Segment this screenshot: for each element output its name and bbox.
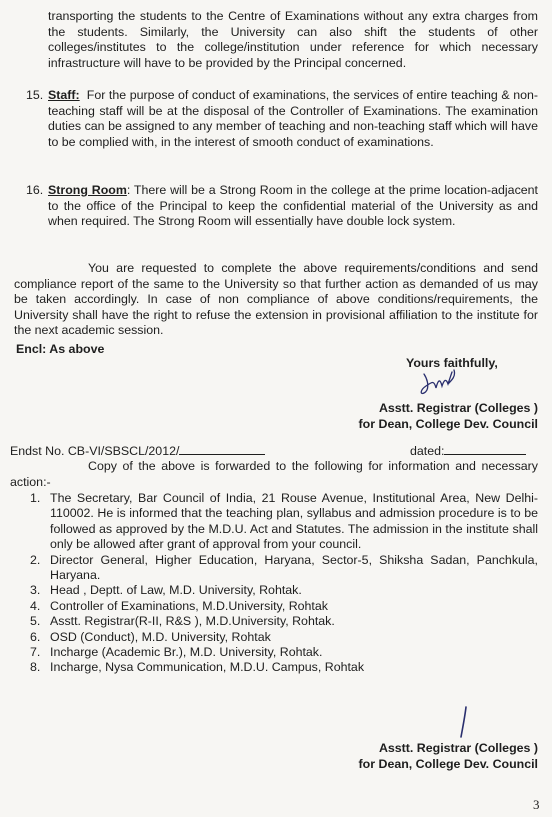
signatory-for: for Dean, College Dev. Council bbox=[358, 417, 538, 431]
page-number: 3 bbox=[533, 797, 540, 812]
distribution-item-text: Director General, Higher Education, Haryana, Sector-5, Shiksha Sadan, Panchkula, Haryana. bbox=[50, 552, 538, 583]
distribution-item-text: Incharge (Academic Br.), M.D. University, Rohtak. bbox=[50, 645, 323, 660]
distribution-item bbox=[30, 614, 538, 629]
endorsement-number: Endst No. CB-VI/SBSCL/2012/ bbox=[10, 443, 265, 460]
signatory-2-for: for Dean, College Dev. Council bbox=[358, 757, 538, 771]
distribution-item-text: Controller of Examinations, M.D.University, Rohtak bbox=[50, 598, 328, 613]
section-15-number: 15. bbox=[26, 88, 44, 102]
intro-paragraph: transporting the students to the Centre of Examinations without any extra charges from the students. Similarly, the University can also shift the students of other colleges/institutes to the college/institution under reference for which necessary infrastructure will have to be provided by the Principal concerned. bbox=[48, 9, 538, 70]
distribution-item bbox=[30, 645, 538, 660]
distribution-item-number: 8. bbox=[30, 660, 41, 675]
distribution-item-text: OSD (Conduct), M.D. University, Rohtak bbox=[50, 629, 271, 644]
copy-forward-text: Copy of the above is forwarded to the following for information and necessary action:- bbox=[10, 459, 538, 489]
section-16-text: : There will be a Strong Room in the college at the prime location-adjacent to the office of the Principal to keep the confidential material of the University as and when required. The Strong Room will essentially have double lock system. bbox=[48, 183, 538, 229]
section-15-heading: Staff: bbox=[48, 88, 80, 102]
distribution-item-text: The Secretary, Bar Council of India, 21 Rouse Avenue, Institutional Area, New Delhi-110002. He is informed that the teaching plan, syllabus and admission procedure is to be followed as approved by the M.D.U. Act and Statutes. The admission in the institute shall only be allowed after grant of approval from your council. bbox=[50, 491, 538, 552]
signatory-2-title: Asstt. Registrar (Colleges ) bbox=[378, 741, 538, 755]
distribution-item-number: 4. bbox=[30, 598, 41, 613]
handwritten-initial bbox=[454, 704, 474, 740]
distribution-item-text: Incharge, Nysa Communication, M.D.U. Campus, Rohtak bbox=[50, 660, 365, 675]
section-16-paragraph bbox=[48, 183, 538, 230]
distribution-item-number: 5. bbox=[30, 614, 41, 629]
distribution-item-number: 2. bbox=[30, 552, 41, 567]
distribution-item-number: 3. bbox=[30, 583, 41, 598]
distribution-item-text: Head , Deptt. of Law, M.D. University, Rohtak. bbox=[50, 583, 302, 598]
distribution-item-number: 1. bbox=[30, 491, 41, 505]
distribution-list bbox=[30, 491, 538, 676]
closing-salutation: Yours faithfully, bbox=[406, 356, 498, 370]
distribution-item-number: 7. bbox=[30, 645, 41, 660]
distribution-item bbox=[30, 599, 538, 614]
distribution-item bbox=[30, 491, 538, 553]
distribution-item-number: 6. bbox=[30, 629, 41, 644]
distribution-item bbox=[30, 583, 538, 598]
distribution-item bbox=[30, 660, 538, 675]
section-15-text: For the purpose of conduct of examinations, the services of entire teaching & non-teaching staff will be at the disposal of the Controller of Examinations. The examination duties can be assigned to any member of teaching and non-teaching staff which will have to be complied with, in the interest of smooth conduct of examinations. bbox=[48, 88, 538, 149]
request-paragraph: You are requested to complete the above requirements/conditions and send compliance report of the same to the University so that further action as demanded of us may be taken accordingly. In case of non compliance of above conditions/requirements, the University shall have the right to refuse the extension in provisional affiliation to the institute for the next academic session. bbox=[14, 261, 538, 338]
distribution-item bbox=[30, 630, 538, 645]
endorsement-dated: dated: bbox=[410, 443, 526, 460]
distribution-item-text: Asstt. Registrar(R-II, R&S ), M.D.University, Rohtak. bbox=[50, 614, 335, 629]
section-16-number: 16. bbox=[26, 183, 44, 197]
section-16-heading: Strong Room bbox=[48, 183, 127, 197]
section-15-paragraph bbox=[48, 88, 538, 150]
signatory-title: Asstt. Registrar (Colleges ) bbox=[378, 401, 538, 415]
distribution-item bbox=[30, 553, 538, 584]
enclosure-note: Encl: As above bbox=[16, 342, 105, 356]
handwritten-signature bbox=[418, 366, 468, 398]
